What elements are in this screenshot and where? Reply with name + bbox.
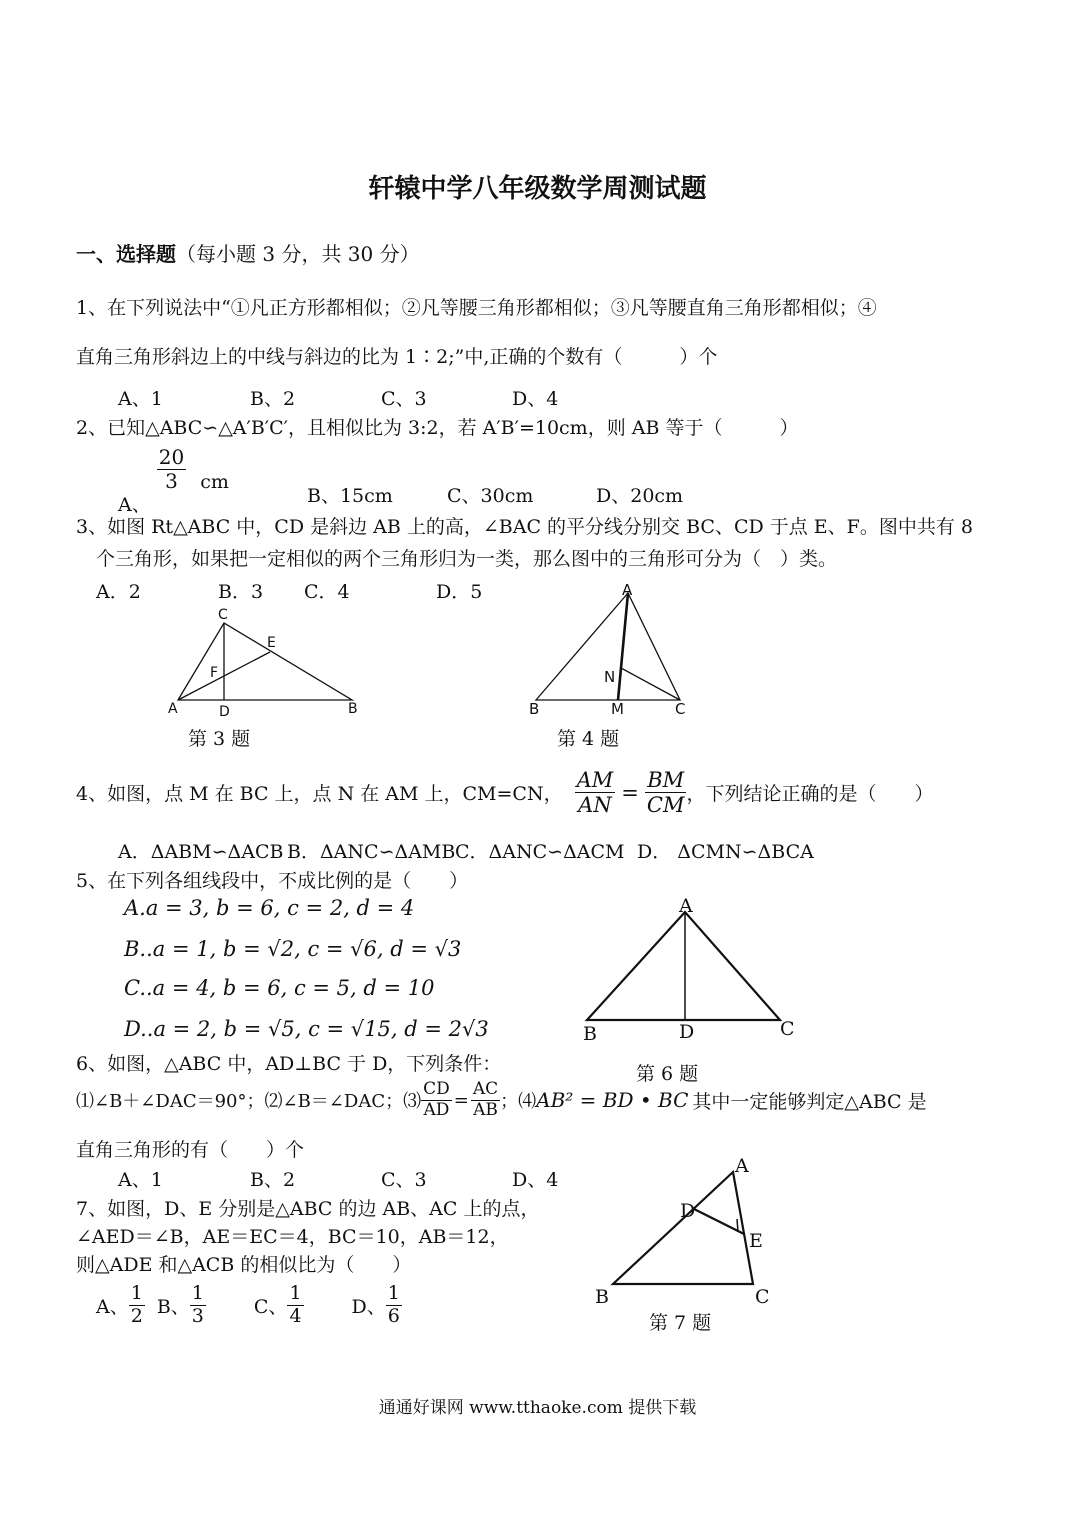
q6-fraction-cd-ad [421, 1080, 452, 1120]
q4-fraction-bm-cm [645, 768, 687, 817]
q1-line1: 1、在下列说法中“①凡正方形都相似；②凡等腰三角形都相似；③凡等腰直角三角形都相似；④ [76, 297, 877, 319]
fraction-denominator: AN [578, 793, 612, 818]
q3-option-d: D．5 [436, 581, 483, 603]
q6-line2 [76, 1080, 927, 1120]
fraction-numerator: BM [645, 768, 687, 793]
q5-option-d: D..a = 2, b = √5, c = √15, d = 2√3 [124, 1017, 489, 1041]
q4-line1 [76, 768, 933, 817]
fraction-denominator: CM [646, 793, 685, 818]
fraction-denominator: 2 [130, 1304, 143, 1327]
label-d: D [679, 1021, 695, 1043]
q4-fraction-am-an [575, 768, 616, 817]
tick-mark [737, 1219, 738, 1232]
q1-line2: 直角三角形斜边上的中线与斜边的比为 1∶2;”中,正确的个数有（ ）个 [76, 346, 718, 368]
section-header [76, 238, 420, 267]
q6-option-b: B、2 [250, 1169, 296, 1191]
q7-option-d-letter: D、 [351, 1295, 386, 1318]
q4-option-d: D． ΔCMN∽ΔBCA [637, 841, 814, 863]
q6-equals: = [453, 1089, 469, 1111]
q5-option-c: C..a = 4, b = 6, c = 5, d = 10 [124, 976, 435, 1000]
q1-option-a: A、1 [118, 388, 163, 410]
q7-option-c-letter: C、 [253, 1295, 288, 1318]
label-a: A [679, 895, 693, 917]
figure-q3 [160, 605, 380, 725]
fraction-numerator: AM [576, 768, 614, 792]
q3-line1: 3、如图 Rt△ABC 中，CD 是斜边 AB 上的高，∠BAC 的平分线分别交 BC、CD 于点 E、F。图中共有 8 [76, 516, 973, 538]
label-m: M [611, 700, 624, 718]
q3-option-a: A．2 [96, 581, 141, 603]
label-e: E [749, 1230, 763, 1252]
q6-fraction-ac-ab [471, 1080, 500, 1120]
q6-line1: 6、如图，△ABC 中，AD⊥BC 于 D，下列条件： [76, 1053, 502, 1075]
fraction-numerator: CD [423, 1079, 450, 1099]
section-label: 一、选择题 [76, 242, 176, 266]
label-b: B [595, 1286, 609, 1308]
q6-option-a: A、1 [118, 1169, 163, 1191]
label-a: A [168, 701, 178, 717]
figure-q4 [520, 578, 700, 718]
q7-option-a-fraction [129, 1283, 145, 1328]
label-c: C [218, 607, 228, 623]
label-c: C [755, 1286, 770, 1308]
q3-line2: 个三角形，如果把一定相似的两个三角形归为一类，那么图中的三角形可分为（ ）类。 [96, 548, 838, 570]
section-note: （每小题 3 分，共 30 分） [176, 242, 420, 266]
q5-line1: 5、在下列各组线段中，不成比例的是（ ） [76, 870, 469, 892]
q7-line3: 则△ADE 和△ACB 的相似比为（ ） [76, 1254, 412, 1276]
fraction-denominator: 3 [165, 469, 178, 493]
q4-suffix: ，下列结论正确的是（ ） [686, 783, 934, 806]
figure-q6-caption: 第 6 题 [636, 1063, 699, 1085]
fraction-denominator: 4 [289, 1304, 302, 1327]
q2-option-b: B、15cm [307, 485, 393, 507]
q2-option-c: C、30cm [447, 485, 534, 507]
figure-q6 [575, 890, 805, 1050]
q1-option-c: C、3 [381, 388, 427, 410]
q6-condition-4-prefix: ；⑷ [500, 1091, 537, 1113]
page-title: 轩辕中学八年级数学周测试题 [368, 174, 707, 204]
fraction-numerator: 1 [289, 1282, 302, 1304]
q5-option-a: A.a = 3, b = 6, c = 2, d = 4 [124, 896, 415, 920]
label-n: N [604, 668, 616, 686]
fraction-numerator: 1 [130, 1282, 143, 1304]
figure-q7-caption: 第 7 题 [649, 1312, 712, 1334]
q4-option-b: B．ΔANC∽ΔAMB [287, 841, 456, 863]
fraction-denominator: AB [473, 1099, 498, 1120]
q7-option-b-fraction [190, 1283, 206, 1328]
q7-options [96, 1283, 402, 1328]
figure-q7 [585, 1150, 785, 1315]
q2-option-d: D、20cm [596, 485, 684, 507]
q6-option-d: D、4 [512, 1169, 559, 1191]
q4-prefix: 4、如图，点 M 在 BC 上，点 N 在 AM 上，CM=CN， [76, 783, 563, 806]
label-f: F [210, 665, 219, 681]
q6-condition-4-suffix: 其中一定能够判定△ABC 是 [692, 1090, 927, 1113]
label-c: C [780, 1018, 795, 1040]
fraction-numerator: 1 [191, 1282, 204, 1304]
fraction-denominator: 6 [387, 1304, 400, 1327]
fraction-numerator: 20 [158, 445, 185, 469]
fraction-denominator: AD [423, 1099, 450, 1120]
q4-option-a: A．ΔABM∽ΔACB [118, 841, 284, 863]
q3-option-b: B．3 [218, 581, 264, 603]
label-d: D [680, 1200, 696, 1222]
fraction-numerator: AC [472, 1079, 499, 1099]
q2-option-a-fraction [157, 446, 186, 493]
q7-line2: ∠AED＝∠B，AE＝EC＝4，BC＝10，AB＝12， [76, 1226, 509, 1248]
q1-option-b: B、2 [250, 388, 296, 410]
q3-option-c: C．4 [304, 581, 350, 603]
q2-option-a-unit: cm [200, 470, 229, 493]
segment-de [692, 1208, 744, 1234]
q6-line3: 直角三角形的有（ ）个 [76, 1139, 305, 1161]
label-a: A [622, 581, 633, 599]
triangle-abc [178, 623, 352, 700]
fraction-numerator: 1 [387, 1282, 400, 1304]
label-c: C [675, 700, 686, 718]
q4-equals: = [621, 780, 639, 805]
q1-option-d: D、4 [512, 388, 559, 410]
label-b: B [348, 701, 358, 717]
q7-line1: 7、如图，D、E 分别是△ABC 的边 AB、AC 上的点， [76, 1198, 540, 1220]
q6-conditions-1-2: ⑴∠B＋∠DAC＝90°；⑵∠B＝∠DAC；⑶ [76, 1091, 422, 1113]
q2-option-a [118, 445, 229, 516]
label-d: D [219, 704, 230, 720]
label-e: E [267, 635, 276, 651]
figure-q3-caption: 第 3 题 [188, 728, 251, 750]
q2-line1: 2、已知△ABC∽△A′B′C′，且相似比为 3:2，若 A′B′=10cm，则 AB 等于（ ） [76, 417, 799, 439]
segment-am [618, 593, 628, 700]
q5-option-b: B..a = 1, b = √2, c = √6, d = √3 [124, 937, 462, 961]
figure-q4-caption: 第 4 题 [557, 728, 620, 750]
triangle-abc [587, 912, 780, 1020]
q6-option-c: C、3 [381, 1169, 427, 1191]
fraction-denominator: 3 [191, 1304, 204, 1327]
page-footer: 通通好课网 www.tthaoke.com 提供下载 [378, 1398, 697, 1418]
label-b: B [529, 700, 540, 718]
q7-option-b-letter: B、 [156, 1295, 190, 1318]
q7-option-d-fraction [386, 1283, 402, 1328]
q7-option-c-fraction [287, 1283, 303, 1328]
q2-option-a-letter: A、 [118, 493, 151, 516]
q6-condition-4-math: AB² = BD • BC [536, 1088, 689, 1113]
q7-option-a-letter: A、 [96, 1295, 129, 1318]
q4-option-c: C．ΔANC∽ΔACM [455, 841, 625, 863]
label-b: B [583, 1023, 597, 1045]
label-a: A [735, 1155, 749, 1177]
segment-cn [621, 668, 680, 700]
